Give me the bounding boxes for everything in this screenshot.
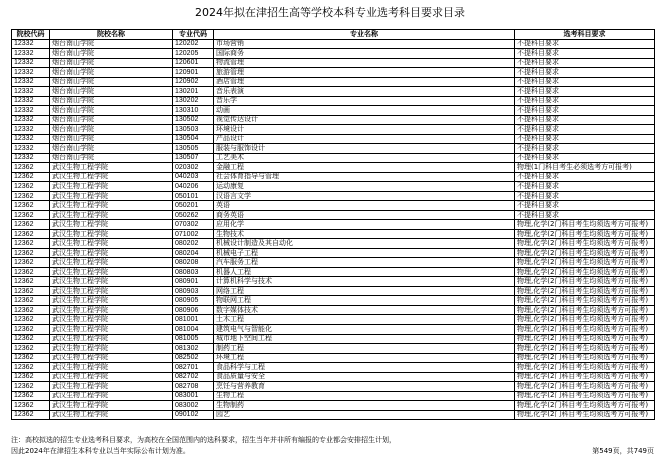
- major-name-cell: 英语: [214, 201, 515, 211]
- table-row: [12, 191, 655, 201]
- school-name-cell: 烟台南山学院: [50, 39, 173, 49]
- requirement-cell: 物理,化学(2门科目考生均须选考方可报考): [515, 334, 655, 344]
- major-code-cell: 080204: [173, 248, 214, 258]
- table-row: [12, 68, 655, 78]
- table-row: [12, 296, 655, 306]
- table-row: [12, 163, 655, 173]
- major-code-cell: 080903: [173, 286, 214, 296]
- school-name-cell: 武汉生物工程学院: [50, 229, 173, 239]
- table-row: [12, 372, 655, 382]
- school-code-cell: 12362: [12, 248, 50, 258]
- school-name-cell: 烟台南山学院: [50, 106, 173, 116]
- major-code-cell: 050101: [173, 191, 214, 201]
- requirement-cell: 物理,化学(2门科目考生均须选考方可报考): [515, 277, 655, 287]
- major-code-cell: 082502: [173, 353, 214, 363]
- footnote-line-2: 因此2024年在津招生本科专业以当年实际公布计划为准。: [11, 447, 190, 455]
- school-code-cell: 12362: [12, 182, 50, 192]
- major-code-cell: 120205: [173, 49, 214, 59]
- major-name-cell: 计算机科学与技术: [214, 277, 515, 287]
- requirement-cell: 物理,化学(2门科目考生均须选考方可报考): [515, 401, 655, 411]
- requirement-cell: 不提科目要求: [515, 125, 655, 135]
- major-name-cell: 运动康复: [214, 182, 515, 192]
- requirement-cell: 不提科目要求: [515, 68, 655, 78]
- requirement-cell: 不提科目要求: [515, 96, 655, 106]
- major-code-cell: 050201: [173, 201, 214, 211]
- requirement-cell: 不提科目要求: [515, 144, 655, 154]
- requirement-cell: 物理,化学(2门科目考生均须选考方可报考): [515, 267, 655, 277]
- school-name-cell: 武汉生物工程学院: [50, 201, 173, 211]
- school-code-cell: 12362: [12, 353, 50, 363]
- requirement-cell: 物理,化学(2门科目考生均须选考方可报考): [515, 258, 655, 268]
- school-code-cell: 12362: [12, 210, 50, 220]
- school-code-cell: 12332: [12, 96, 50, 106]
- table-row: [12, 153, 655, 163]
- header-major-name: 专业名称: [214, 30, 515, 40]
- requirement-cell: 不提科目要求: [515, 134, 655, 144]
- major-name-cell: 工艺美术: [214, 153, 515, 163]
- major-code-cell: 120901: [173, 68, 214, 78]
- school-code-cell: 12362: [12, 277, 50, 287]
- header-school-code: 院校代码: [12, 30, 50, 40]
- table-row: [12, 49, 655, 59]
- major-code-cell: 090102: [173, 410, 214, 420]
- major-name-cell: 生物制药: [214, 401, 515, 411]
- school-code-cell: 12362: [12, 372, 50, 382]
- requirement-cell: 物理,化学(2门科目考生均须选考方可报考): [515, 372, 655, 382]
- requirement-cell: 物理,化学(2门科目考生均须选考方可报考): [515, 382, 655, 392]
- major-name-cell: 城市地下空间工程: [214, 334, 515, 344]
- school-name-cell: 武汉生物工程学院: [50, 363, 173, 373]
- requirement-cell: 物理,化学(2门科目考生均须选考方可报考): [515, 315, 655, 325]
- school-name-cell: 武汉生物工程学院: [50, 372, 173, 382]
- table-body: [12, 39, 655, 420]
- school-code-cell: 12362: [12, 334, 50, 344]
- school-code-cell: 12332: [12, 77, 50, 87]
- major-name-cell: 食品质量与安全: [214, 372, 515, 382]
- major-name-cell: 土木工程: [214, 315, 515, 325]
- requirement-cell: 物理,化学(2门科目考生均须选考方可报考): [515, 248, 655, 258]
- school-code-cell: 12332: [12, 153, 50, 163]
- table-row: [12, 144, 655, 154]
- requirement-cell: 物理,化学(2门科目考生均须选考方可报考): [515, 353, 655, 363]
- table-row: [12, 248, 655, 258]
- requirements-table: [11, 29, 655, 420]
- school-code-cell: 12362: [12, 401, 50, 411]
- school-code-cell: 12362: [12, 410, 50, 420]
- table-row: [12, 172, 655, 182]
- school-name-cell: 武汉生物工程学院: [50, 296, 173, 306]
- footnote-line-1: 注：高校拟选的招生专业选考科目要求，为高校在全国范围内的选科要求，招生当年并非所有编报的专业都会安排招生计划，: [11, 436, 396, 444]
- requirement-cell: 不提科目要求: [515, 49, 655, 59]
- major-code-cell: 080208: [173, 258, 214, 268]
- requirement-cell: 物理,化学(2门科目考生均须选考方可报考): [515, 229, 655, 239]
- major-code-cell: 050262: [173, 210, 214, 220]
- school-code-cell: 12332: [12, 134, 50, 144]
- major-code-cell: 040206: [173, 182, 214, 192]
- major-code-cell: 082702: [173, 372, 214, 382]
- school-name-cell: 武汉生物工程学院: [50, 401, 173, 411]
- table-header-row: [12, 30, 655, 40]
- school-code-cell: 12332: [12, 115, 50, 125]
- major-code-cell: 120902: [173, 77, 214, 87]
- major-name-cell: 视觉传达设计: [214, 115, 515, 125]
- school-code-cell: 12362: [12, 315, 50, 325]
- major-name-cell: 数字媒体技术: [214, 305, 515, 315]
- major-code-cell: 080905: [173, 296, 214, 306]
- major-code-cell: 120601: [173, 58, 214, 68]
- table-row: [12, 324, 655, 334]
- major-code-cell: 130504: [173, 134, 214, 144]
- requirement-cell: 物理,化学(2门科目考生均须选考方可报考): [515, 410, 655, 420]
- pager-current: 549: [599, 447, 613, 455]
- major-name-cell: 网络工程: [214, 286, 515, 296]
- school-name-cell: 武汉生物工程学院: [50, 344, 173, 354]
- major-name-cell: 生物工程: [214, 391, 515, 401]
- requirement-cell: 不提科目要求: [515, 77, 655, 87]
- school-code-cell: 12362: [12, 201, 50, 211]
- table-row: [12, 39, 655, 49]
- major-code-cell: 020302: [173, 163, 214, 173]
- major-code-cell: 040203: [173, 172, 214, 182]
- school-code-cell: 12332: [12, 144, 50, 154]
- requirement-cell: 不提科目要求: [515, 58, 655, 68]
- requirement-cell: 物理,化学(2门科目考生均须选考方可报考): [515, 363, 655, 373]
- school-code-cell: 12362: [12, 163, 50, 173]
- major-code-cell: 130202: [173, 96, 214, 106]
- requirement-cell: 物理,化学(2门科目考生均须选考方可报考): [515, 220, 655, 230]
- major-name-cell: 建筑电气与智能化: [214, 324, 515, 334]
- major-code-cell: 080803: [173, 267, 214, 277]
- major-code-cell: 071002: [173, 229, 214, 239]
- school-name-cell: 烟台南山学院: [50, 68, 173, 78]
- requirement-cell: 物理,化学(2门科目考生均须选考方可报考): [515, 391, 655, 401]
- requirement-cell: 不提科目要求: [515, 39, 655, 49]
- major-name-cell: 社会体育指导与管理: [214, 172, 515, 182]
- school-code-cell: 12332: [12, 68, 50, 78]
- table-row: [12, 344, 655, 354]
- school-code-cell: 12362: [12, 220, 50, 230]
- major-name-cell: 机械设计制造及其自动化: [214, 239, 515, 249]
- school-name-cell: 烟台南山学院: [50, 153, 173, 163]
- major-name-cell: 机器人工程: [214, 267, 515, 277]
- school-name-cell: 武汉生物工程学院: [50, 267, 173, 277]
- school-code-cell: 12332: [12, 106, 50, 116]
- school-code-cell: 12362: [12, 363, 50, 373]
- requirement-cell: 物理(1门科目考生必须选考方可报考): [515, 163, 655, 173]
- school-code-cell: 12332: [12, 87, 50, 97]
- school-code-cell: 12362: [12, 191, 50, 201]
- requirement-cell: 不提科目要求: [515, 115, 655, 125]
- table-row: [12, 305, 655, 315]
- major-code-cell: 130310: [173, 106, 214, 116]
- major-code-cell: 070302: [173, 220, 214, 230]
- table-row: [12, 201, 655, 211]
- major-code-cell: 081001: [173, 315, 214, 325]
- school-name-cell: 武汉生物工程学院: [50, 191, 173, 201]
- school-code-cell: 12362: [12, 229, 50, 239]
- table-row: [12, 229, 655, 239]
- major-name-cell: 商务英语: [214, 210, 515, 220]
- table-row: [12, 77, 655, 87]
- major-code-cell: 080906: [173, 305, 214, 315]
- requirement-cell: 不提科目要求: [515, 172, 655, 182]
- pager-suffix: 页: [647, 447, 654, 455]
- school-name-cell: 烟台南山学院: [50, 125, 173, 135]
- school-name-cell: 武汉生物工程学院: [50, 391, 173, 401]
- major-code-cell: 080901: [173, 277, 214, 287]
- school-name-cell: 武汉生物工程学院: [50, 258, 173, 268]
- major-name-cell: 动画: [214, 106, 515, 116]
- requirement-cell: 物理,化学(2门科目考生均须选考方可报考): [515, 344, 655, 354]
- major-name-cell: 物联网工程: [214, 296, 515, 306]
- school-name-cell: 烟台南山学院: [50, 58, 173, 68]
- table-row: [12, 277, 655, 287]
- header-school-name: 院校名称: [50, 30, 173, 40]
- school-name-cell: 武汉生物工程学院: [50, 248, 173, 258]
- table-row: [12, 134, 655, 144]
- school-code-cell: 12362: [12, 324, 50, 334]
- table-row: [12, 258, 655, 268]
- school-name-cell: 武汉生物工程学院: [50, 353, 173, 363]
- table-row: [12, 96, 655, 106]
- school-name-cell: 武汉生物工程学院: [50, 334, 173, 344]
- major-code-cell: 130201: [173, 87, 214, 97]
- table-row: [12, 382, 655, 392]
- page-indicator: [592, 447, 654, 456]
- school-code-cell: 12362: [12, 267, 50, 277]
- requirement-cell: 物理,化学(2门科目考生均须选考方可报考): [515, 239, 655, 249]
- major-code-cell: 081302: [173, 344, 214, 354]
- major-name-cell: 机械电子工程: [214, 248, 515, 258]
- table-row: [12, 286, 655, 296]
- page-title: 2024年拟在津招生高等学校本科专业选考科目要求目录: [195, 6, 465, 19]
- school-code-cell: 12362: [12, 391, 50, 401]
- school-name-cell: 烟台南山学院: [50, 49, 173, 59]
- requirement-cell: 物理,化学(2门科目考生均须选考方可报考): [515, 286, 655, 296]
- requirement-cell: 不提科目要求: [515, 191, 655, 201]
- school-name-cell: 武汉生物工程学院: [50, 286, 173, 296]
- major-name-cell: 市场营销: [214, 39, 515, 49]
- header-major-code: 专业代码: [173, 30, 214, 40]
- school-name-cell: 武汉生物工程学院: [50, 277, 173, 287]
- pager-total: 749: [633, 447, 647, 455]
- requirement-cell: 不提科目要求: [515, 106, 655, 116]
- requirement-cell: 不提科目要求: [515, 87, 655, 97]
- major-code-cell: 130505: [173, 144, 214, 154]
- school-code-cell: 12362: [12, 382, 50, 392]
- table-row: [12, 182, 655, 192]
- header-requirement: 选考科目要求: [515, 30, 655, 40]
- major-name-cell: 园艺: [214, 410, 515, 420]
- table-row: [12, 239, 655, 249]
- major-name-cell: 旅游管理: [214, 68, 515, 78]
- major-code-cell: 082701: [173, 363, 214, 373]
- school-name-cell: 武汉生物工程学院: [50, 163, 173, 173]
- major-code-cell: 130503: [173, 125, 214, 135]
- major-name-cell: 汽车服务工程: [214, 258, 515, 268]
- table-row: [12, 363, 655, 373]
- major-name-cell: 生物技术: [214, 229, 515, 239]
- table-row: [12, 391, 655, 401]
- table-row: [12, 410, 655, 420]
- major-code-cell: 083001: [173, 391, 214, 401]
- table-row: [12, 115, 655, 125]
- school-name-cell: 烟台南山学院: [50, 96, 173, 106]
- requirement-cell: 不提科目要求: [515, 201, 655, 211]
- major-name-cell: 汉语言文学: [214, 191, 515, 201]
- requirement-cell: 不提科目要求: [515, 153, 655, 163]
- school-name-cell: 武汉生物工程学院: [50, 315, 173, 325]
- school-name-cell: 烟台南山学院: [50, 144, 173, 154]
- major-code-cell: 120202: [173, 39, 214, 49]
- school-code-cell: 12362: [12, 239, 50, 249]
- table-row: [12, 210, 655, 220]
- major-code-cell: 082708: [173, 382, 214, 392]
- school-name-cell: 武汉生物工程学院: [50, 324, 173, 334]
- school-code-cell: 12332: [12, 49, 50, 59]
- school-name-cell: 武汉生物工程学院: [50, 182, 173, 192]
- school-name-cell: 武汉生物工程学院: [50, 172, 173, 182]
- school-name-cell: 武汉生物工程学院: [50, 305, 173, 315]
- school-code-cell: 12332: [12, 39, 50, 49]
- school-name-cell: 武汉生物工程学院: [50, 220, 173, 230]
- major-code-cell: 083002: [173, 401, 214, 411]
- pager-middle: 页，共: [612, 447, 634, 455]
- major-name-cell: 环境设计: [214, 125, 515, 135]
- table-row: [12, 106, 655, 116]
- major-name-cell: 烹饪与营养教育: [214, 382, 515, 392]
- major-name-cell: 金融工程: [214, 163, 515, 173]
- pager-prefix: 第: [592, 447, 600, 455]
- school-name-cell: 烟台南山学院: [50, 115, 173, 125]
- major-name-cell: 国际商务: [214, 49, 515, 59]
- school-code-cell: 12362: [12, 305, 50, 315]
- major-name-cell: 酒店管理: [214, 77, 515, 87]
- major-name-cell: 音乐学: [214, 96, 515, 106]
- major-name-cell: 食品科学与工程: [214, 363, 515, 373]
- major-name-cell: 物流管理: [214, 58, 515, 68]
- table-row: [12, 220, 655, 230]
- school-name-cell: 武汉生物工程学院: [50, 239, 173, 249]
- major-name-cell: 音乐表演: [214, 87, 515, 97]
- major-code-cell: 081004: [173, 324, 214, 334]
- school-name-cell: 武汉生物工程学院: [50, 410, 173, 420]
- major-name-cell: 服装与服饰设计: [214, 144, 515, 154]
- school-code-cell: 12332: [12, 125, 50, 135]
- table-row: [12, 125, 655, 135]
- table-row: [12, 334, 655, 344]
- school-name-cell: 烟台南山学院: [50, 87, 173, 97]
- requirement-cell: 物理,化学(2门科目考生均须选考方可报考): [515, 324, 655, 334]
- requirement-cell: 物理,化学(2门科目考生均须选考方可报考): [515, 305, 655, 315]
- requirement-cell: 物理,化学(2门科目考生均须选考方可报考): [515, 296, 655, 306]
- school-code-cell: 12362: [12, 286, 50, 296]
- requirement-cell: 不提科目要求: [515, 182, 655, 192]
- school-name-cell: 武汉生物工程学院: [50, 382, 173, 392]
- major-code-cell: 081005: [173, 334, 214, 344]
- school-code-cell: 12362: [12, 344, 50, 354]
- major-code-cell: 130502: [173, 115, 214, 125]
- major-name-cell: 环境工程: [214, 353, 515, 363]
- school-name-cell: 烟台南山学院: [50, 134, 173, 144]
- table-row: [12, 87, 655, 97]
- major-code-cell: 130507: [173, 153, 214, 163]
- school-code-cell: 12362: [12, 296, 50, 306]
- school-code-cell: 12362: [12, 172, 50, 182]
- table-row: [12, 267, 655, 277]
- major-name-cell: 制药工程: [214, 344, 515, 354]
- school-name-cell: 武汉生物工程学院: [50, 210, 173, 220]
- school-code-cell: 12332: [12, 58, 50, 68]
- major-name-cell: 产品设计: [214, 134, 515, 144]
- table-row: [12, 353, 655, 363]
- table-row: [12, 315, 655, 325]
- requirement-cell: 不提科目要求: [515, 210, 655, 220]
- table-row: [12, 401, 655, 411]
- school-name-cell: 烟台南山学院: [50, 77, 173, 87]
- major-name-cell: 应用化学: [214, 220, 515, 230]
- table-row: [12, 58, 655, 68]
- school-code-cell: 12362: [12, 258, 50, 268]
- major-code-cell: 080202: [173, 239, 214, 249]
